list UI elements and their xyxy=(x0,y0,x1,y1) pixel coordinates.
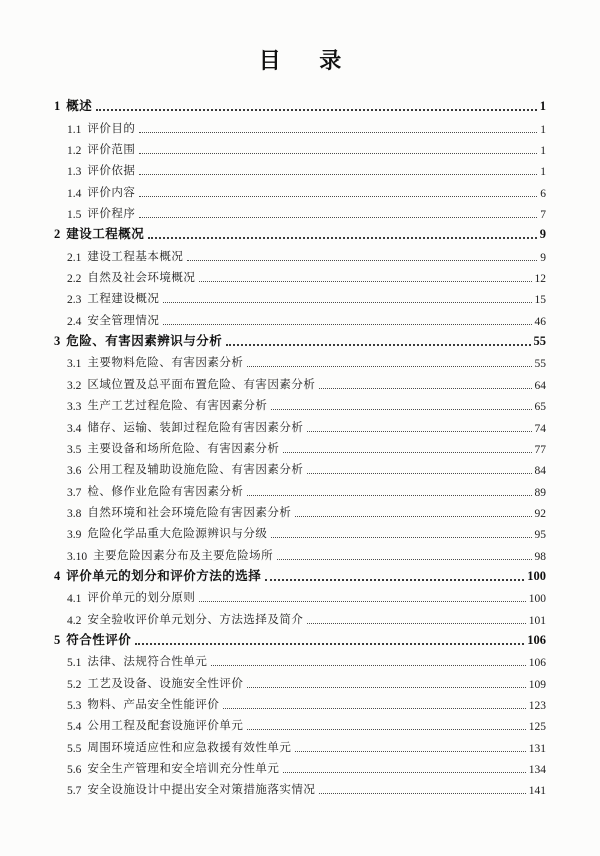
toc-entry-title: 评价程序 xyxy=(87,208,136,221)
toc-entry-number: 4.2 xyxy=(67,614,82,627)
toc-entry-page: 141 xyxy=(528,785,546,798)
toc-entry-title: 评价单元的划分和评价方法的选择 xyxy=(66,568,262,583)
toc-entry xyxy=(54,200,546,221)
toc-dot-leader xyxy=(96,109,536,111)
toc-entry xyxy=(54,563,546,584)
toc-entry-number: 3.7 xyxy=(67,486,82,499)
toc-entry-page: 131 xyxy=(528,742,546,755)
toc-dot-leader xyxy=(139,153,537,154)
toc-entry-title: 评价依据 xyxy=(87,165,136,178)
toc-entry-page: 1 xyxy=(540,123,546,136)
toc-entry-number: 5.3 xyxy=(67,699,82,712)
toc-entry-page: 64 xyxy=(534,379,546,392)
toc-entry-page: 123 xyxy=(528,699,546,712)
toc-entry-title: 自然环境和社会环境危险有害因素分析 xyxy=(87,506,292,519)
toc-entry-page: 65 xyxy=(534,401,546,414)
toc-entry-number: 1.2 xyxy=(67,145,82,158)
toc-dot-leader xyxy=(307,431,531,432)
toc-entry-title: 主要危险因素分布及主要危险场所 xyxy=(93,549,274,562)
toc-entry-number: 1.5 xyxy=(67,209,82,222)
toc-entry xyxy=(54,584,546,605)
toc-entry-title: 区域位置及总平面布置危险、有害因素分析 xyxy=(87,378,316,391)
toc-entry-number: 3.4 xyxy=(67,422,82,435)
toc-entry-number: 2 xyxy=(54,227,61,242)
toc-entry xyxy=(54,242,546,263)
toc-entry-number: 2.1 xyxy=(67,251,82,264)
toc-entry-number: 3.8 xyxy=(67,507,82,520)
toc-entry-page: 7 xyxy=(540,209,546,222)
toc-entry-page: 9 xyxy=(540,251,546,264)
toc-entry-title: 建设工程基本概况 xyxy=(87,250,184,263)
toc-entry-title: 安全验收评价单元划分、方法选择及简介 xyxy=(87,613,304,626)
toc-dot-leader xyxy=(139,174,537,175)
toc-entry-number: 2.2 xyxy=(67,273,82,286)
toc-dot-leader xyxy=(283,772,525,773)
toc-entry-number: 4 xyxy=(54,568,61,583)
toc-entry-title: 安全生产管理和安全培训充分性单元 xyxy=(87,763,280,775)
toc-entry xyxy=(54,114,546,135)
toc-entry-number: 2.4 xyxy=(67,315,82,328)
toc-entry-number: 1.3 xyxy=(67,166,82,179)
toc-entry xyxy=(54,264,546,285)
toc-entry-number: 3.9 xyxy=(67,529,82,542)
toc-entry-page: 77 xyxy=(534,443,546,456)
toc-entry-number: 1.4 xyxy=(67,187,82,200)
toc-entry-title: 危险化学品重大危险源辨识与分级 xyxy=(87,528,268,541)
toc-dot-leader xyxy=(265,579,524,581)
toc-entry-number: 5.6 xyxy=(67,764,82,776)
toc-dot-leader xyxy=(295,751,525,752)
toc-entry-page: 6 xyxy=(540,187,546,200)
toc-entry-page: 95 xyxy=(534,529,546,542)
toc-entry xyxy=(54,520,546,541)
toc-entry-page: 74 xyxy=(534,422,546,435)
toc-entry-number: 5.1 xyxy=(67,657,82,670)
toc-entry-title: 自然及社会环境概况 xyxy=(87,272,196,285)
toc-entry xyxy=(54,157,546,178)
toc-entry-title: 安全设施设计中提出安全对策措施落实情况 xyxy=(87,784,316,797)
toc-entry xyxy=(54,370,546,391)
toc-entry-title: 公用工程及配套设施评价单元 xyxy=(87,720,244,733)
toc-entry-title: 安全管理情况 xyxy=(87,314,160,327)
toc-dot-leader xyxy=(163,324,531,325)
toc-dot-leader xyxy=(226,344,530,346)
toc-entry xyxy=(54,413,546,434)
toc-entry-page: 125 xyxy=(528,721,546,734)
toc-dot-leader xyxy=(319,793,525,794)
toc-dot-leader xyxy=(223,708,525,709)
toc-dot-leader xyxy=(247,366,531,367)
toc-entry-number: 2.3 xyxy=(67,294,82,307)
toc-entry xyxy=(54,178,546,199)
toc-entry-title: 建设工程概况 xyxy=(66,227,145,242)
toc-dot-leader xyxy=(319,388,531,389)
toc-entry-title: 评价范围 xyxy=(87,144,136,157)
toc-dot-leader xyxy=(139,196,537,197)
toc-entry-page: 106 xyxy=(528,657,546,670)
toc-entry-page: 15 xyxy=(534,294,546,307)
toc-entry-title: 检、修作业危险有害因素分析 xyxy=(87,485,244,498)
toc-entry-title: 概述 xyxy=(66,99,93,114)
toc-entry-number: 1.1 xyxy=(67,123,82,136)
toc-entry xyxy=(54,456,546,477)
toc-entry-page: 46 xyxy=(534,315,546,328)
toc-entry xyxy=(54,776,546,797)
toc-dot-leader xyxy=(199,281,531,282)
toc-entry xyxy=(54,221,546,242)
toc-entry-number: 1 xyxy=(54,99,61,114)
toc-dot-leader xyxy=(135,643,524,645)
toc-entry-number: 3.5 xyxy=(67,443,82,456)
toc-entry xyxy=(54,648,546,669)
toc-entry-title: 物料、产品安全性能评价 xyxy=(87,698,220,711)
toc-entry-page: 134 xyxy=(528,764,546,776)
toc-entry-title: 主要物料危险、有害因素分析 xyxy=(87,357,244,370)
toc-entry xyxy=(54,136,546,157)
toc-entry-title: 法律、法规符合性单元 xyxy=(87,656,208,669)
toc-entry-title: 生产工艺过程危险、有害因素分析 xyxy=(87,400,268,413)
toc-entry xyxy=(54,691,546,712)
toc-entry-page: 89 xyxy=(534,486,546,499)
toc-entry-number: 3.6 xyxy=(67,465,82,478)
toc-entry xyxy=(54,392,546,413)
toc-dot-leader xyxy=(277,559,531,560)
toc-entry-number: 5.2 xyxy=(67,678,82,691)
toc-entry-number: 3 xyxy=(54,334,61,349)
toc-entry xyxy=(54,93,546,114)
toc-entry-page: 84 xyxy=(534,465,546,478)
toc-entry-page: 98 xyxy=(534,550,546,563)
toc-entry-title: 储存、运输、装卸过程危险有害因素分析 xyxy=(87,421,304,434)
toc-entry-page: 9 xyxy=(539,227,546,242)
toc-dot-leader xyxy=(139,132,537,133)
toc-dot-leader xyxy=(271,537,531,538)
toc-entry-page: 1 xyxy=(540,145,546,158)
toc-dot-leader xyxy=(199,601,525,602)
toc-entry-page: 100 xyxy=(527,568,546,583)
toc-entry-title: 工艺及设备、设施安全性评价 xyxy=(87,677,244,690)
toc-entry-page: 92 xyxy=(534,507,546,520)
toc-entry xyxy=(54,349,546,370)
toc-entry xyxy=(54,499,546,520)
toc-entry xyxy=(54,477,546,498)
toc-entry-title: 周围环境适应性和应急救援有效性单元 xyxy=(87,741,292,754)
toc-dot-leader xyxy=(163,302,531,303)
toc-entry xyxy=(54,328,546,349)
toc-entry-number: 5.7 xyxy=(67,785,82,798)
toc-dot-leader xyxy=(307,473,531,474)
toc-entry xyxy=(54,435,546,456)
toc-entry xyxy=(54,627,546,648)
toc-entry-title: 危险、有害因素辨识与分析 xyxy=(66,334,223,349)
toc-entry xyxy=(54,605,546,626)
toc-entry-title: 工程建设概况 xyxy=(87,293,160,306)
toc-dot-leader xyxy=(295,516,531,517)
toc-entry-number: 4.1 xyxy=(67,593,82,606)
toc-entry xyxy=(54,306,546,327)
toc-entry-title: 评价内容 xyxy=(87,186,136,199)
toc-entry-page: 109 xyxy=(528,678,546,691)
toc-dot-leader xyxy=(271,409,531,410)
toc-entry-title: 评价单元的划分原则 xyxy=(87,592,196,605)
toc-entry-title: 评价目的 xyxy=(87,122,136,135)
toc-entry-title: 符合性评价 xyxy=(66,632,132,647)
toc-entry-number: 3.2 xyxy=(67,379,82,392)
toc-entry-number: 3.1 xyxy=(67,358,82,371)
toc-entry xyxy=(54,285,546,306)
toc-entry-page: 106 xyxy=(527,632,546,647)
toc-dot-leader xyxy=(247,495,531,496)
toc-entry-number: 5.5 xyxy=(67,742,82,755)
toc-entry-number: 5.4 xyxy=(67,721,82,734)
toc-entry-page: 100 xyxy=(528,593,546,606)
toc-dot-leader xyxy=(247,729,525,730)
toc-entry-page: 12 xyxy=(534,273,546,286)
toc-entry-number: 3.10 xyxy=(67,550,88,563)
toc-entry xyxy=(54,712,546,733)
toc-entry-page: 101 xyxy=(528,614,546,627)
toc-dot-leader xyxy=(211,665,525,666)
toc-dot-leader xyxy=(283,452,531,453)
toc-entry-number: 3.3 xyxy=(67,401,82,414)
toc-entry xyxy=(54,669,546,690)
toc-dot-leader xyxy=(148,237,536,239)
page-title: 目 录 xyxy=(258,48,358,73)
toc-entry-number: 5 xyxy=(54,632,61,647)
toc-entry xyxy=(54,755,546,776)
toc-dot-leader xyxy=(247,687,525,688)
toc-entry-title: 公用工程及辅助设施危险、有害因素分析 xyxy=(87,464,304,477)
toc-dot-leader xyxy=(307,623,525,624)
toc-dot-leader xyxy=(139,217,537,218)
toc-entry-page: 55 xyxy=(534,358,546,371)
toc-entry-page: 1 xyxy=(539,99,546,114)
toc-entry xyxy=(54,541,546,562)
toc-entry-page: 55 xyxy=(533,334,546,349)
toc-dot-leader xyxy=(187,260,537,261)
toc-entry-title: 主要设备和场所危险、有害因素分析 xyxy=(87,442,280,455)
toc-list xyxy=(54,93,546,797)
toc-entry-page: 1 xyxy=(540,166,546,179)
toc-entry xyxy=(54,733,546,754)
